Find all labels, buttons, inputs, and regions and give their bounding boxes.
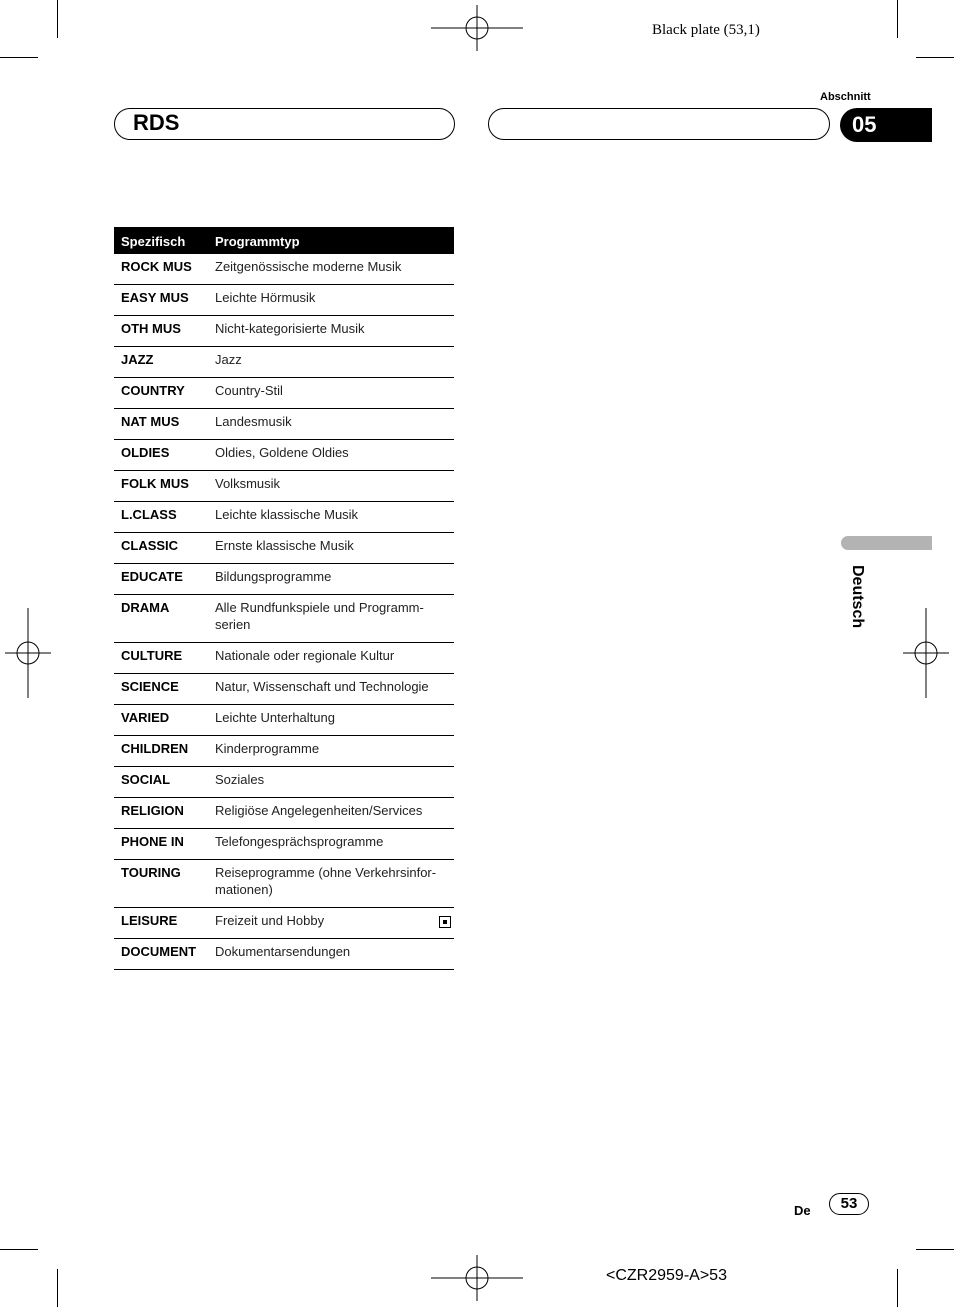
table-row <box>114 643 454 674</box>
program-type-cell: Volksmusik <box>208 471 454 502</box>
code-cell: OLDIES <box>114 440 208 471</box>
plate-label: Black plate (53,1) <box>652 22 760 38</box>
table-row <box>114 860 454 908</box>
code-cell: L.CLASS <box>114 502 208 533</box>
side-tab-bar <box>841 536 932 550</box>
table-row <box>114 409 454 440</box>
table-row <box>114 674 454 705</box>
side-tab-language: Deutsch <box>849 565 866 629</box>
program-type-cell: Jazz <box>208 347 454 378</box>
crop-mark <box>897 0 898 38</box>
registration-mark-icon <box>431 1255 523 1301</box>
code-cell: SCIENCE <box>114 674 208 705</box>
end-of-section-icon <box>439 916 451 928</box>
header-title-pill <box>114 108 455 140</box>
program-type-table <box>114 227 454 970</box>
table-header-row <box>114 227 454 254</box>
table-row <box>114 378 454 409</box>
code-cell: SOCIAL <box>114 767 208 798</box>
table-row <box>114 502 454 533</box>
registration-mark-icon <box>5 608 51 698</box>
table-row <box>114 564 454 595</box>
table-row <box>114 829 454 860</box>
code-cell: EASY MUS <box>114 285 208 316</box>
program-type-cell: Country-Stil <box>208 378 454 409</box>
crop-mark <box>897 1269 898 1307</box>
table-row <box>114 347 454 378</box>
table-row <box>114 533 454 564</box>
crop-mark <box>916 57 954 58</box>
document-code: <CZR2959-A>53 <box>606 1267 727 1284</box>
program-type-cell: Natur, Wissenschaft und Technologie <box>208 674 454 705</box>
page-number: 53 <box>829 1193 869 1215</box>
table-row <box>114 736 454 767</box>
code-cell: COUNTRY <box>114 378 208 409</box>
program-type-cell: Religiöse Angelegenheiten/Services <box>208 798 454 829</box>
crop-mark <box>57 0 58 38</box>
program-type-cell: Freizeit und Hobby <box>208 908 454 939</box>
column-header: Programmtyp <box>208 227 454 254</box>
table-row <box>114 595 454 643</box>
program-type-cell: Ernste klassische Musik <box>208 533 454 564</box>
section-label: Abschnitt <box>820 91 871 103</box>
program-type-cell: Zeitgenössische moderne Musik <box>208 254 454 285</box>
program-type-cell: Reiseprogramme (ohne Verkehrsinfor-mationen) <box>208 860 454 908</box>
program-type-cell: Leichte Unterhaltung <box>208 705 454 736</box>
program-type-cell: Nationale oder regionale Kultur <box>208 643 454 674</box>
code-cell: DOCUMENT <box>114 939 208 970</box>
program-type-cell: Oldies, Goldene Oldies <box>208 440 454 471</box>
table-row <box>114 254 454 285</box>
page-title: RDS <box>133 110 180 135</box>
code-cell: ROCK MUS <box>114 254 208 285</box>
code-cell: DRAMA <box>114 595 208 643</box>
code-cell: RELIGION <box>114 798 208 829</box>
code-cell: VARIED <box>114 705 208 736</box>
table-row <box>114 798 454 829</box>
crop-mark <box>916 1249 954 1250</box>
footer-language-code: De <box>794 1203 811 1218</box>
code-cell: FOLK MUS <box>114 471 208 502</box>
program-type-cell: Landesmusik <box>208 409 454 440</box>
table-row <box>114 440 454 471</box>
code-cell: OTH MUS <box>114 316 208 347</box>
program-type-cell: Telefongesprächsprogramme <box>208 829 454 860</box>
code-cell: CULTURE <box>114 643 208 674</box>
code-cell: JAZZ <box>114 347 208 378</box>
registration-mark-icon <box>431 5 523 51</box>
code-cell: CHILDREN <box>114 736 208 767</box>
code-cell: PHONE IN <box>114 829 208 860</box>
program-type-cell: Nicht-kategorisierte Musik <box>208 316 454 347</box>
column-header: Spezifisch <box>114 227 208 254</box>
program-type-cell: Soziales <box>208 767 454 798</box>
section-number: 05 <box>840 108 932 142</box>
program-type-cell: Kinderprogramme <box>208 736 454 767</box>
program-type-cell: Leichte klassische Musik <box>208 502 454 533</box>
crop-mark <box>0 57 38 58</box>
table-row <box>114 471 454 502</box>
table-row <box>114 767 454 798</box>
crop-mark <box>57 1269 58 1307</box>
program-type-cell: Bildungsprogramme <box>208 564 454 595</box>
registration-mark-icon <box>903 608 949 698</box>
code-cell: NAT MUS <box>114 409 208 440</box>
code-cell: CLASSIC <box>114 533 208 564</box>
table-row <box>114 316 454 347</box>
crop-mark <box>0 1249 38 1250</box>
program-type-cell: Dokumentarsendungen <box>208 939 454 970</box>
table-row <box>114 285 454 316</box>
program-type-cell: Alle Rundfunkspiele und Programm-serien <box>208 595 454 643</box>
table-row <box>114 939 454 970</box>
code-cell: TOURING <box>114 860 208 908</box>
header-empty-pill <box>488 108 830 140</box>
program-type-cell: Leichte Hörmusik <box>208 285 454 316</box>
table-row <box>114 705 454 736</box>
table-row <box>114 908 454 939</box>
code-cell: LEISURE <box>114 908 208 939</box>
code-cell: EDUCATE <box>114 564 208 595</box>
